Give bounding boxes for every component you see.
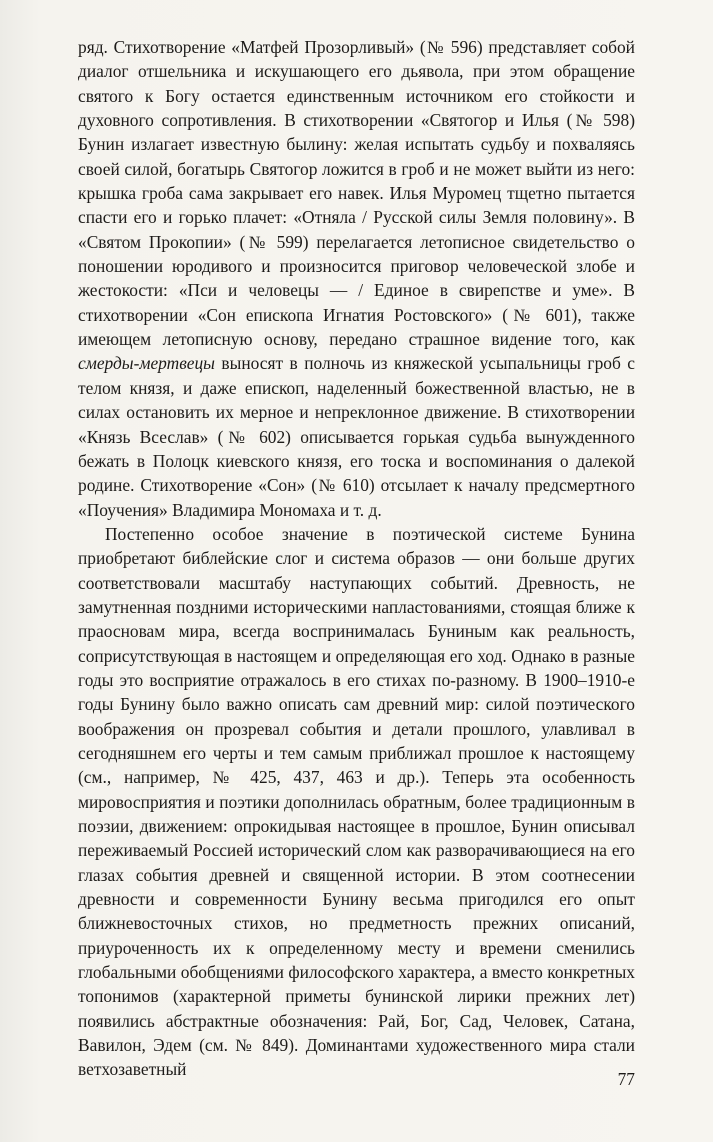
body-text — [78, 35, 635, 1082]
paragraph-1-italic-phrase: смерды-мертвецы — [78, 353, 215, 374]
paragraph-1-text-b: выносят в полночь из княжеской усыпальницы гроб с телом князя, и даже епископ, наделенный божественной властью, не в силах остановить их мерное и непреклонное движение. В стихотворении «Князь Всеслав» (№ 602) описывается горькая судьба вынужденного бежать в Полоцк киевского князя, его тоска и воспоминания о далекой родине. Стихотворение «Сон» (№ 610) отсылает к началу предсмертного «Поучения» Владимира Мономаха и т. д. — [78, 353, 635, 520]
page-number: 77 — [617, 1069, 635, 1089]
paragraph-1 — [78, 35, 635, 522]
paragraph-1-text-a: ряд. Стихотворение «Матфей Прозорливый» (№ 596) представляет собой диалог отшельника и искушающего его дьявола, при этом обращение святого к Богу остается единственным источником его стойкости и духовного сопротивления. В стихотворении «Святогор и Илья (№ 598) Бунин излагает известную былину: желая испытать судьбу и похваляясь своей силой, богатырь Святогор ложится в гроб и не может выйти из него: крышка гроба сама закрывает его навек. Илья Муромец тщетно пытается спасти его и горько плачет: «Отняла / Русской силы Земля половину». В «Святом Прокопии» (№ 599) перелагается летописное свидетельство о поношении юродивого и произносится приговор человеческой злобе и жестокости: «Пси и человецы — / Единое в свирепстве и уме». В стихотворении «Сон епископа Игнатия Ростовского» (№ 601), также имеющем летописную основу, передано страшное видение того, как — [78, 37, 635, 350]
paragraph-2: Постепенно особое значение в поэтической системе Бунина приобретают библейские слог и система образов — они больше других соответствовали масштабу наступающих событий. Древность, не замутненная поздними историческими напластованиями, стоящая ближе к праосновам мира, всегда воспринималась Буниным как реальность, соприсутствующая в настоящем и определяющая его ход. Однако в разные годы это восприятие отражалось в его стихах по-разному. В 1900–1910-е годы Бунину было важно описать сам древний мир: силой поэтического воображения он прозревал события и детали прошлого, улавливал в сегодняшнем его черты и тем самым приближал прошлое к настоящему (см., например, № 425, 437, 463 и др.). Теперь эта особенность мировосприятия и поэтики дополнилась обратным, более традиционным в поэзии, движением: опрокидывая настоящее в прошлое, Бунин описывал переживаемый Россией исторический слом как разворачивающиеся на его глазах события древней и священной истории. В этом соотнесении древности и современности Бунину весьма пригодился его опыт ближневосточных стихов, но предметность прежних описаний, приуроченность их к определенному месту и времени сменились глобальными обобщениями философского характера, а вместо конкретных топонимов (характерной приметы бунинской лирики прежних лет) появились абстрактные обозначения: Рай, Бог, Сад, Человек, Сатана, Вавилон, Эдем (см. № 849). Доминантами художественного мира стали ветхозаветный — [78, 523, 635, 1080]
